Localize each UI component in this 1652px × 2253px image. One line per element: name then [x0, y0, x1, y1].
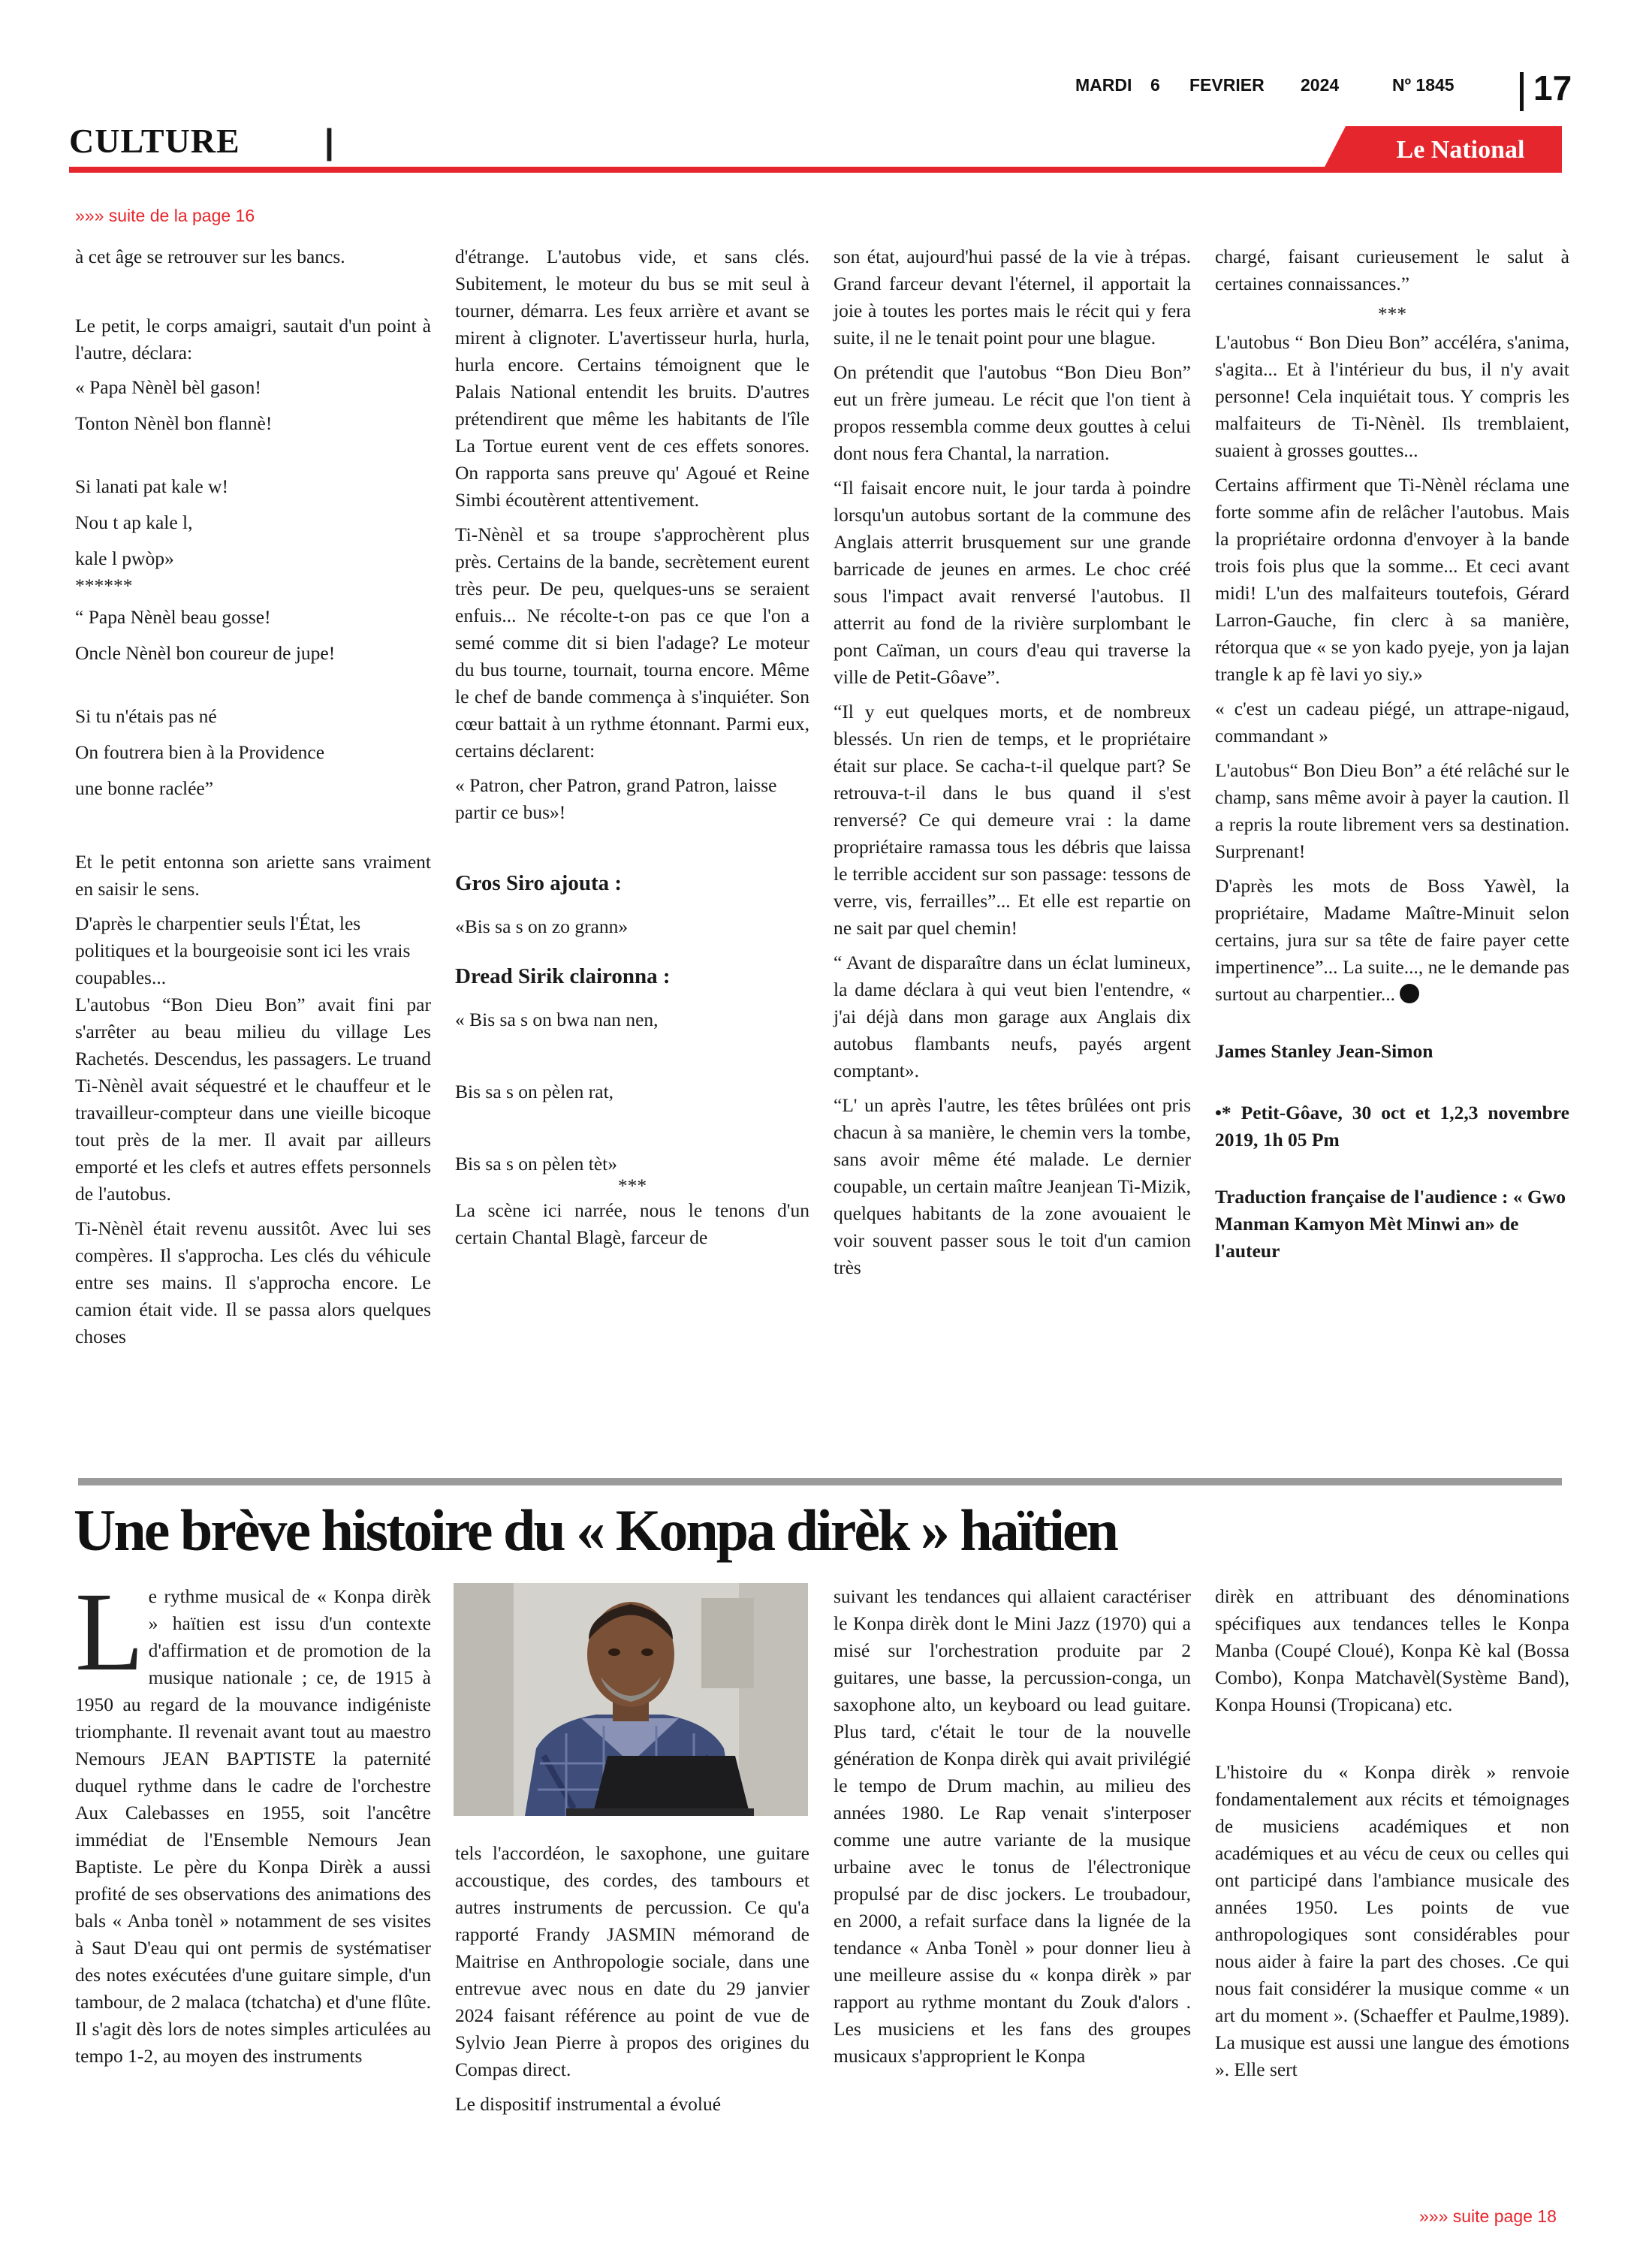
section-bar: |: [324, 122, 334, 161]
article-photo: [454, 1583, 808, 1816]
portrait-photo-illustration: [454, 1583, 808, 1816]
header-day: MARDI: [1075, 75, 1132, 95]
drop-cap: L: [75, 1570, 144, 1694]
article2-column-2: [455, 1840, 809, 2125]
verse-line: Nou t ap kale l,: [75, 511, 193, 533]
article2-column-4: [1215, 1583, 1569, 2091]
author-name: James Stanley Jean-Simon: [1215, 1040, 1433, 1062]
separator-stars: ***: [617, 1175, 647, 1196]
quote-line: « Bis sa s on bwa nan nen,: [455, 1009, 659, 1030]
quote-line: Bis sa s on pèlen rat,: [455, 1081, 614, 1102]
paragraph: Et le petit entonna son ariette sans vraiment en saisir le sens.: [75, 851, 431, 900]
paragraph: “ Avant de disparaître dans un éclat lumineux, la dame déclara à qui veut bien l'entendre, « j'ai déjà dans mon garage aux Anglais dix autobus flambants neufs, payés argent comptant».: [834, 952, 1191, 1081]
paragraph: suivant les tendances qui allaient caractériser le Konpa dirèk dont le Mini Jazz (1970) qui a misé sur l'orchestration produite par 2 guitares, une basse, la percussion-conga, un saxophone alto, un keyboard ou lead guitare. Plus tard, c'était le tour de la nouvelle génération de Konpa dirèk qui avait privilégié le tempo de Drum machin, au milieu des années 1980. Le Rap venait s'interposer comme une autre variante de la musique urbaine avec le tonus de l'électronique propulsé par de disc jockers. Le troubadour, en 2000, a refait surface dans la lignée de la tendance « Anba Tonèl » pour donner lieu à une meilleure assise du « konpa dirèk » par rapport au rythme montant du Zouk d'alors . Les musiciens et les fans des groupes musicaux s'approprient le Konpa: [834, 1585, 1191, 2067]
paragraph: “Il faisait encore nuit, le jour tarda à poindre lorsqu'un autobus sortant de la commune des Anglais atterrit brusquement sur une grande barricade de jeunes en armes. Le choc créé sous l'impact avait renversé l'autobus. Il atterrit au fond de la rivière surplombant le pont Caïman, un cours d'eau qui traverse la ville de Petit-Gôave”.: [834, 477, 1191, 688]
paragraph-text: e rythme musical de « Konpa dirèk » haïtien est issu d'un contexte d'affirmation et de promotion de la musique nationale ; ce, de 1915 à 1950 au regard de la mouvance indigéniste triomphante. Il revenait avant tout au maestro Nemours JEAN BAPTISTE la paternité duquel rythme dans le cadre de l'orchestre Aux Calebasses en 1955, soit l'ancêtre immédiat de l'Ensemble Nemours Jean Baptiste. Le père du Konpa Dirèk a aussi profité de ses observations des animations des bals « Anba tonèl » notamment de ses visites à Saut D'eau qui ont permis de systématiser des notes exécutées d'une guitare simple, d'un tambour, de 2 malaca (tchatcha) et d'une flûte. Il s'agit dès lors de notes simples articulées au tempo 1-2, au moyen des instruments: [75, 1585, 431, 2067]
paragraph: L'autobus “ Bon Dieu Bon” accéléra, s'anima, s'agita... Et à l'intérieur du bus, il n'y avait personne! Cela inquiétait tous. Y compris les malfaiteurs de Ti-Nènèl. Ils tremblaient, suaient à grosses gouttes...: [1215, 331, 1569, 461]
header-divider: [1520, 72, 1524, 111]
article2-column-3: [834, 1583, 1191, 2077]
paragraph: tels l'accordéon, le saxophone, une guitare accoustique, des cordes, des tambours et autres instruments de percussion. Ce qu'a rapporté Frandy JASMIN mémorand de Maitrise en Anthropologie sociale, dans une entrevue avec nous en date du 29 janvier 2024 faisant référence au point de vue de Sylvio Jean Pierre à propos des origines du Compas direct.: [455, 1842, 809, 2080]
article1-column-3: [834, 243, 1191, 1289]
footnote: •* Petit-Gôave, 30 oct et 1,2,3 novembre 2019, 1h 05 Pm: [1215, 1102, 1569, 1151]
subheading: Dread Sirik claironna :: [455, 964, 671, 988]
page-number: 17: [1533, 68, 1572, 107]
separator-stars: ***: [1377, 303, 1407, 324]
paragraph: L'autobus “Bon Dieu Bon” avait fini par s'arrêter au beau milieu du village Les Rachetés. Descendus, les passagers. Le truand Ti-Nènèl avait séquestré et le chauffeur et le travailleur-compteur dans une vieille bicoque tout près de la mer. Il avait par ailleurs emporté et les clefs et autres effets personnels de l'autobus.: [75, 994, 431, 1205]
article1-column-1: [75, 243, 431, 1358]
verse-line: Si tu n'étais pas né: [75, 705, 217, 727]
continued-to-label: »»» suite page 18: [1419, 2206, 1557, 2226]
header-year: 2024: [1301, 75, 1340, 95]
verse-line: « Papa Nènèl bèl gason!: [75, 376, 261, 398]
end-mark-icon: [1400, 984, 1419, 1003]
article1-column-4: [1215, 243, 1569, 1265]
paragraph: chargé, faisant curieusement le salut à certaines connaissances.”: [1215, 246, 1569, 294]
paragraph: son état, aujourd'hui passé de la vie à trépas. Grand farceur devant l'éternel, il apportait la joie à toutes les portes mais le récit qui y fera suite, il ne le tenait point pour une blague.: [834, 246, 1191, 348]
paragraph: dirèk en attribuant des dénominations spécifiques aux tendances telles le Konpa Manba (Coupé Cloué), Konpa Kè kal (Bossa Combo), Konpa Matchavèl(Système Band), Konpa Hounsi (Tropicana) etc.: [1215, 1585, 1569, 1715]
verse-line: Oncle Nènèl bon coureur de jupe!: [75, 642, 336, 664]
header-date-number: 6: [1150, 75, 1160, 95]
header-issue-number: Nº 1845: [1392, 75, 1455, 95]
paragraph: d'étrange. L'autobus vide, et sans clés. Subitement, le moteur du bus se mit seul à tourner, démarra. Les feux arrière et avant se mirent à clignoter. L'avertisseur hurla, hurla, hurla encore. Certains témoignent que le Palais National entendit les bruits. D'autres prétendirent que même les habitants de l'île La Tortue eurent vent de ces effets sonores. On rapporta sans preuve qu' Agoué et Reine Simbi écoutèrent attentivement.: [455, 246, 809, 511]
paragraph: “Il y eut quelques morts, et de nombreux blessés. Un rien de temps, et le propriétaire était sur place. Se cacha-t-il quelque part? Se retrouva-t-il dans le bus quand il s'est renversé? Ce qui demeure vrai : la dame propriétaire ramassa tous les débris que laissa le terrible accident sur son passage: tessons de verre, vis, ferrailles”... Et elle est repartie on ne sait par quel chemin!: [834, 701, 1191, 939]
paragraph: Le dispositif instrumental a évolué: [455, 2093, 722, 2115]
paragraph: Certains affirment que Ti-Nènèl réclama une forte somme afin de relâcher l'autobus. Mais la propriétaire ordonna d'envoyer à la bande trois fois plus que la somme... Et ceci avant midi! L'un des malfaiteurs toutefois, Gérard Larron-Gauche, fin clerc à sa manière, rétorqua que « se yon kado pyeje, yon ja lajan trangle k ap fè lavi yo siy.»: [1215, 474, 1569, 685]
verse-line: “ Papa Nènèl beau gosse!: [75, 606, 271, 628]
continued-from-label: »»» suite de la page 16: [75, 206, 255, 225]
newspaper-name: Le National: [1396, 136, 1525, 164]
verse-line: Tonton Nènèl bon flannè!: [75, 412, 273, 434]
verse-line: On foutrera bien à la Providence: [75, 741, 325, 763]
paragraph: à cet âge se retrouver sur les bancs.: [75, 246, 345, 267]
article2-column-1: [75, 1570, 431, 2070]
article2-headline: Une brève histoire du « Konpa dirèk » haïtien: [74, 1497, 1117, 1563]
paragraph: [1215, 873, 1569, 1008]
paragraph: Ti-Nènèl était revenu aussitôt. Avec lui ses compères. Il s'approcha. Les clés du véhicule entre ses mains. Il s'approcha encore. Le camion était vide. Il se passa alors quelques choses: [75, 1217, 431, 1347]
paragraph: “L' un après l'autre, les têtes brûlées ont pris chacun à sa manière, le chemin vers la tombe, sans avoir même été malade. Le dernier coupable, un certain maître Jeanjean Ti-Mizik, quelques habitants de la zone avouaient le voir souvent passer sous le toit d'un camion très: [834, 1094, 1191, 1278]
quote-line: «Bis sa s on zo grann»: [455, 915, 629, 937]
separator-stars: ******: [75, 575, 133, 596]
verse-line: kale l pwòp»: [75, 547, 174, 569]
paragraph: On prétendit que l'autobus “Bon Dieu Bon” eut un frère jumeau. Le récit que l'on tient à propos ressembla comme deux gouttes à celui dont nous fera Chantal, la narration.: [834, 361, 1191, 464]
paragraph: D'après le charpentier seuls l'État, les politiques et la bourgeoisie sont ici les vrais coupables...: [75, 912, 411, 988]
quote-line: Bis sa s on pèlen tèt»: [455, 1153, 618, 1175]
paragraph-text: D'après les mots de Boss Yawèl, la propriétaire, Madame Maître-Minuit selon certains, jura sur sa tête de faire payer cette impertinence”... La suite..., ne le demande pas surtout au charpentier...: [1215, 875, 1569, 1005]
paragraph: Le petit, le corps amaigri, sautait d'un point à l'autre, déclara:: [75, 315, 431, 363]
paragraph: « Patron, cher Patron, grand Patron, laisse partir ce bus»!: [455, 774, 777, 823]
header-month: FEVRIER: [1189, 75, 1265, 95]
paragraph: « c'est un cadeau piégé, un attrape-nigaud, commandant »: [1215, 698, 1569, 746]
paragraph: La scène ici narrée, nous le tenons d'un certain Chantal Blagè, farceur de: [455, 1199, 809, 1248]
verse-line: une bonne raclée”: [75, 777, 214, 799]
section-title: CULTURE: [69, 122, 240, 160]
footnote: Traduction française de l'audience : « Gwo Manman Kamyon Mèt Minwi an» de l'auteur: [1215, 1186, 1566, 1262]
subheading: Gros Siro ajouta :: [455, 871, 623, 895]
article1-column-2: [455, 243, 809, 1259]
verse-line: Si lanati pat kale w!: [75, 475, 228, 497]
paragraph: L'autobus“ Bon Dieu Bon” a été relâché sur le champ, sans même avoir à payer la caution. Il a repris la route librement vers sa destination. Surprenant!: [1215, 759, 1569, 862]
paragraph: [75, 1570, 431, 2070]
paragraph: Ti-Nènèl et sa troupe s'approchèrent plus près. Certains de la bande, secrètement eurent très peur. De peu, quelques-uns se seraient enfuis... Ne récolte-t-on pas ce que l'on a semé comme dit si bien l'adage? Le moteur du bus tourne, tournait, tourna encore. Même le chef de bande commença à s'inquiéter. Son cœur battait à un rythme étonnant. Parmi eux, certains déclarent:: [455, 523, 809, 762]
paragraph: L'histoire du « Konpa dirèk » renvoie fondamentalement aux récits et témoignages de musiciens académiques et non académiques et au vécu de ceux ou celles qui ont participé dans l'ambiance musicale des années 1950. Les points de vue anthropologiques sont considérables pour nous aider à faire la part des choses. .Ce qui nous fait considérer la musique comme « un art du moment ». (Schaeffer et Paulme,1989). La musique est aussi une langue des émotions ». Elle sert: [1215, 1761, 1569, 2080]
article-divider: [78, 1478, 1562, 1485]
